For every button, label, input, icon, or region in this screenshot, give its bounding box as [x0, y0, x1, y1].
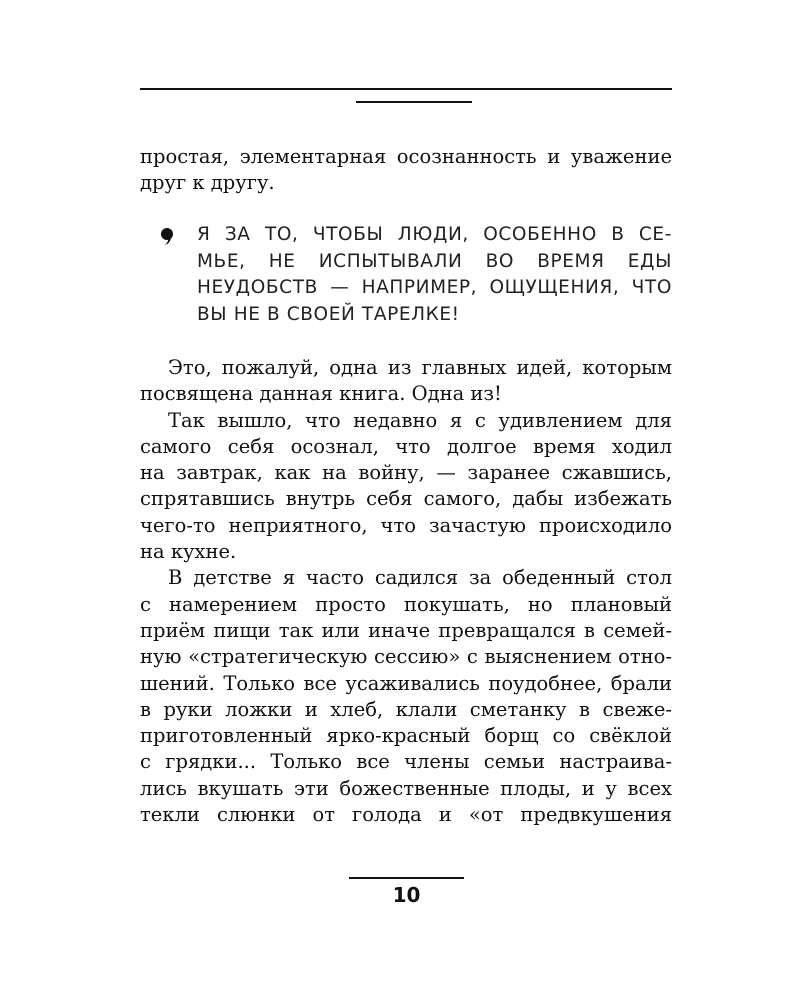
- text-line: ную «стратегическую сессию» с выяснением отно-: [140, 645, 672, 669]
- text-line: В детстве я часто садился за обеденный стол: [168, 566, 672, 590]
- text-line: приём пищи так или иначе превращался в семей-: [140, 618, 672, 642]
- text-line: посвящена данная книга. Одна из!: [140, 382, 502, 406]
- quote-line: ВЫ НЕ В СВОЕЙ ТАРЕЛКЕ!: [197, 303, 460, 325]
- header-rule: [140, 88, 672, 90]
- page-number: 10: [392, 883, 421, 907]
- main-text: [140, 355, 672, 828]
- quote-line: НЕУДОБСТВ — НАПРИМЕР, ОЩУЩЕНИЯ, ЧТО: [197, 277, 672, 299]
- text-line: шений. Только все усаживались поудобнее, брали: [140, 671, 672, 695]
- text-line: с грядки... Только все члены семьи настраива-: [140, 750, 672, 774]
- text-line: друг к другу.: [140, 171, 275, 195]
- pull-quote: [197, 222, 672, 328]
- footer-rule: [349, 877, 464, 879]
- text-line: чего-то неприятного, что зачастую происходило: [140, 513, 672, 537]
- text-line: лись вкушать эти божественные плоды, и у всех: [140, 776, 672, 800]
- text-line: спрятавшись внутрь себя самого, дабы избежать: [140, 487, 672, 511]
- text-line: текли слюнки от голода и «от предвкушения: [140, 803, 672, 827]
- text-line: Это, пожалуй, одна из главных идей, которым: [168, 356, 672, 379]
- text-line: на завтрак, как на войну, — заранее сжавшись,: [140, 461, 672, 485]
- quote-line: МЬЕ, НЕ ИСПЫТЫВАЛИ ВО ВРЕМЯ ЕДЫ: [197, 250, 672, 272]
- text-line: самого себя осознал, что долгое время ходил: [140, 434, 672, 458]
- text-line: на кухне.: [140, 540, 237, 564]
- intro-paragraph: [140, 144, 672, 197]
- quote-mark-icon: [160, 226, 176, 246]
- header-rule-short: [356, 101, 472, 103]
- text-line: в руки ложки и хлеб, клали сметанку в свеже-: [140, 697, 672, 721]
- quote-line: Я ЗА ТО, ЧТОБЫ ЛЮДИ, ОСОБЕННО В СЕ-: [197, 224, 672, 245]
- text-line: Так вышло, что недавно я с удивлением для: [168, 408, 672, 432]
- text-line: приготовленный ярко-красный борщ со свёклой: [140, 724, 672, 748]
- text-line: простая, элементарная осознанность и уважение: [140, 145, 672, 168]
- text-line: с намерением просто покушать, но плановый: [140, 592, 672, 616]
